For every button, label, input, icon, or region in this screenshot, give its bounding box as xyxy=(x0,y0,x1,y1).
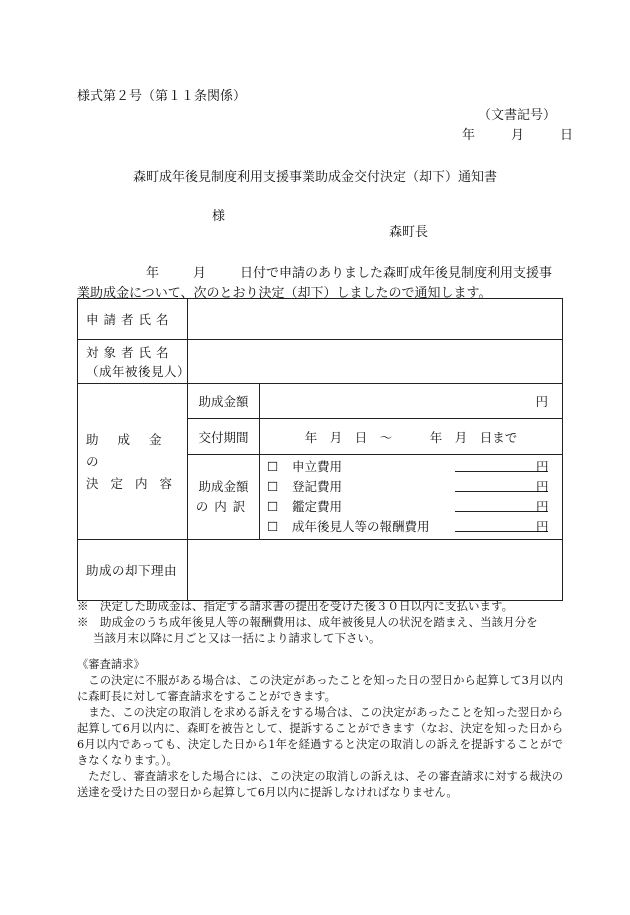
breakdown-item xyxy=(260,477,562,497)
review-paragraph-1: この決定に不服がある場合は、この決定があったことを知った日の翌日から起算して3月以内に森町長に対して審査請求をすることができます。 xyxy=(77,674,563,703)
document-number: （文書記号） xyxy=(478,108,557,123)
breakdown-label-line-1: 助成金額 xyxy=(198,479,249,494)
note-1: ※ 決定した助成金は、指定する請求書の提出を受けた後３０日以内に支払います。 xyxy=(77,599,514,613)
intro-rest: 日付で申請のありました森町成年後見制度利用支援事 xyxy=(240,266,553,281)
date-day: 日 xyxy=(560,128,574,143)
breakdown-item xyxy=(260,497,562,517)
sender: 森町長 xyxy=(389,225,429,240)
date-year: 年 xyxy=(462,128,476,143)
amount-line[interactable] xyxy=(455,471,548,472)
amount-line[interactable] xyxy=(455,531,548,532)
subject-label xyxy=(78,340,191,384)
checkbox[interactable]: ☐ xyxy=(267,499,279,514)
decision-label-line-2: 決定内容 xyxy=(86,475,185,491)
breakdown-field xyxy=(260,455,563,540)
checkbox[interactable]: ☐ xyxy=(267,519,279,534)
intro-line-2: 業助成金について、次のとおり決定（却下）しましたので通知します。 xyxy=(77,286,492,301)
applicant-label: 申請者氏名 xyxy=(78,299,188,340)
review-paragraph-2: また、この決定の取消しを求める訴えをする場合は、この決定があったことを知った翌日から起算して6月以内に、森町を被告として、提訴することができます（なお、決定を知った日から6月以内であっても、決定した日から1年を経過すると決定の取消しの訴えを提訴することができなくなります。）。 xyxy=(77,706,563,767)
subject-name-field[interactable] xyxy=(188,340,563,384)
addressee: 様 xyxy=(212,209,226,224)
item-name: 登記費用 xyxy=(292,479,343,494)
amount-label: 助成金額 xyxy=(188,384,260,419)
period-field[interactable] xyxy=(260,419,563,455)
amount-field[interactable] xyxy=(260,384,563,419)
breakdown-item xyxy=(260,457,562,477)
review-paragraph-3: ただし、審査請求をした場合には、この決定の取消しの訴えは、その審査請求に対する裁決の送達を受けた日の翌日から起算して6月以内に提訴しなければなりません。 xyxy=(77,770,563,799)
breakdown-label-line-2: の内訳 xyxy=(195,499,252,514)
period-value: 年 月 日 ～ 年 月 日まで xyxy=(304,429,518,445)
intro-month: 月 xyxy=(193,266,207,281)
item-name: 鑑定費用 xyxy=(292,499,343,514)
item-name: 申立費用 xyxy=(292,459,343,474)
intro-year: 年 xyxy=(146,266,160,281)
decision-label-line-1: 助成金の xyxy=(86,431,181,469)
item-unit: 円 xyxy=(536,459,549,474)
issue-date xyxy=(462,124,573,143)
item-unit: 円 xyxy=(536,519,549,534)
amount-unit: 円 xyxy=(535,394,548,409)
subject-label-line-1: 対象者氏名 xyxy=(86,344,174,360)
rejection-label: 助成の却下理由 xyxy=(78,540,188,601)
item-unit: 円 xyxy=(536,499,549,514)
breakdown-label xyxy=(188,455,260,540)
amount-line[interactable] xyxy=(455,511,548,512)
decision-table xyxy=(77,298,563,601)
amount-line[interactable] xyxy=(455,491,548,492)
subject-label-line-2: （成年被後見人） xyxy=(86,363,191,379)
period-label: 交付期間 xyxy=(188,419,260,455)
intro-line-1 xyxy=(146,262,552,281)
review-heading: 《審査請求》 xyxy=(77,658,145,671)
review-section xyxy=(77,657,563,801)
rejection-reason-field[interactable] xyxy=(188,540,563,601)
note-2-cont: 当該月末以降に月ごと又は一括により請求して下さい。 xyxy=(93,631,381,645)
item-unit: 円 xyxy=(536,479,549,494)
decision-label xyxy=(78,384,188,540)
checkbox[interactable]: ☐ xyxy=(267,459,279,474)
applicant-name-field[interactable] xyxy=(188,299,563,340)
note-2: ※ 助成金のうち成年後見人等の報酬費用は、成年被後見人の状況を踏まえ、当該月分を xyxy=(77,615,538,629)
checkbox[interactable]: ☐ xyxy=(267,479,279,494)
page-title: 森町成年後見制度利用支援事業助成金交付決定（却下）通知書 xyxy=(132,170,497,185)
date-month: 月 xyxy=(511,128,525,143)
form-number: 様式第２号（第１１条関係） xyxy=(77,89,247,104)
notes xyxy=(77,598,567,646)
breakdown-item xyxy=(260,517,562,537)
breakdown-list xyxy=(260,457,562,537)
item-name: 成年後見人等の報酬費用 xyxy=(292,519,430,534)
